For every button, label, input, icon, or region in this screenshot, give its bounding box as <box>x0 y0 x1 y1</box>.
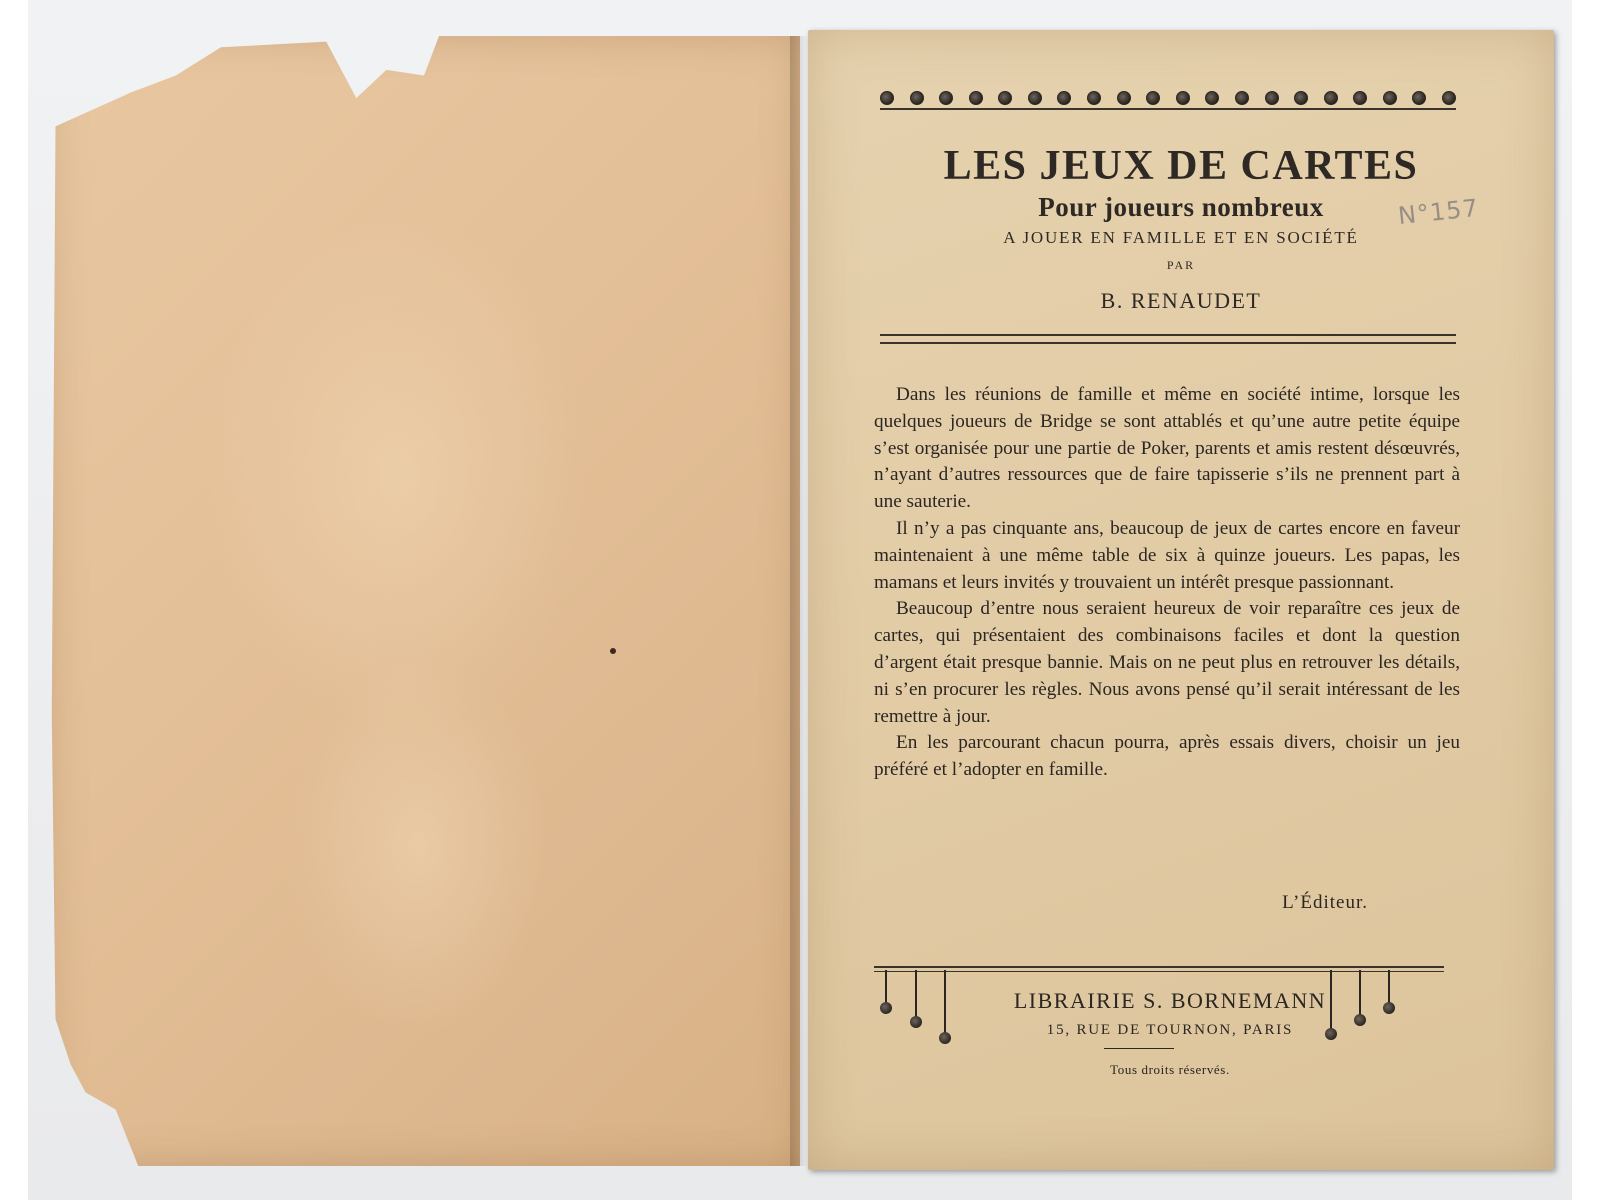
ornament-bead-icon <box>1412 91 1426 105</box>
short-divider <box>1104 1048 1174 1049</box>
title-page <box>808 30 1554 1170</box>
ornament-bead-icon <box>998 91 1012 105</box>
ornament-bead-icon <box>1057 91 1071 105</box>
preface-text <box>874 382 1460 784</box>
rights-notice: Tous droits réservés. <box>1110 1062 1230 1077</box>
ornament-bead-icon <box>1028 91 1042 105</box>
preface-paragraph: Dans les réunions de famille et même en société intime, lorsque les quelques joueurs de Bridge se sont attablés et qu’une autre petite équipe s’est organisée pour une partie de Poker, parents et amis restent désœuvrés, n’ayant d’autres ressources que de faire tapisserie s’ils ne prennent part à une sauterie. <box>874 384 1460 513</box>
ornament-bead-icon <box>1087 91 1101 105</box>
ornament-bead-icon <box>1442 91 1456 105</box>
double-rule-divider <box>880 334 1456 344</box>
ornament-bead-icon <box>939 91 953 105</box>
ornament-bead-icon <box>1205 91 1219 105</box>
inside-cover-page <box>48 36 800 1166</box>
spine-shadow <box>790 36 808 1166</box>
ornament-bead-icon <box>1353 91 1367 105</box>
preface-paragraph: Il n’y a pas cinquante ans, beaucoup de jeux de cartes encore en faveur maintenaient à une même table de six à quinze joueurs. Les papas, les mamans et leurs invités y trouvaient un intérêt presque passionnant. <box>874 517 1460 593</box>
ornament-bead-icon <box>1176 91 1190 105</box>
preface-paragraph: En les parcourant chacun pourra, après essais divers, choisir un jeu préféré et l’adopter en famille. <box>874 732 1460 781</box>
paper-stain <box>288 656 548 1036</box>
ornament-bead-icon <box>910 91 924 105</box>
ornament-bead-icon <box>969 91 983 105</box>
ornament-bead-icon <box>880 91 894 105</box>
book-title: LES JEUX DE CARTES <box>943 143 1419 189</box>
book-subtitle: Pour joueurs nombreux <box>1038 192 1324 222</box>
ornament-bead-icon <box>1324 91 1338 105</box>
top-ornament-border <box>880 88 1456 110</box>
by-line-label: PAR <box>1166 258 1196 272</box>
publisher-name: LIBRAIRIE S. BORNEMANN <box>1013 988 1327 1013</box>
ornament-bead-icon <box>1383 91 1397 105</box>
ornament-bead-icon <box>1294 91 1308 105</box>
ornament-bead-icon <box>1146 91 1160 105</box>
ornament-bead-icon <box>1265 91 1279 105</box>
preface-paragraph: Beaucoup d’entre nous seraient heureux de voir reparaître ces jeux de cartes, qui présentaient des combinaisons faciles et dont la question d’argent était presque bannie. Mais on ne peut plus en retrouver les détails, ni s’en procurer les règles. Nous avons pensé qu’il serait intéressant de les remettre à jour. <box>874 598 1460 727</box>
author-name: B. RENAUDET <box>1100 288 1262 313</box>
handwritten-number: N°157 <box>1396 193 1481 231</box>
ornament-bead-icon <box>1235 91 1249 105</box>
ornament-bead-icon <box>1117 91 1131 105</box>
editor-signature: L’Éditeur. <box>1282 892 1368 913</box>
ink-speck <box>610 648 616 654</box>
publisher-address: 15, RUE DE TOURNON, PARIS <box>1046 1022 1294 1038</box>
book-tagline: A JOUER EN FAMILLE ET EN SOCIÉTÉ <box>1003 228 1359 247</box>
